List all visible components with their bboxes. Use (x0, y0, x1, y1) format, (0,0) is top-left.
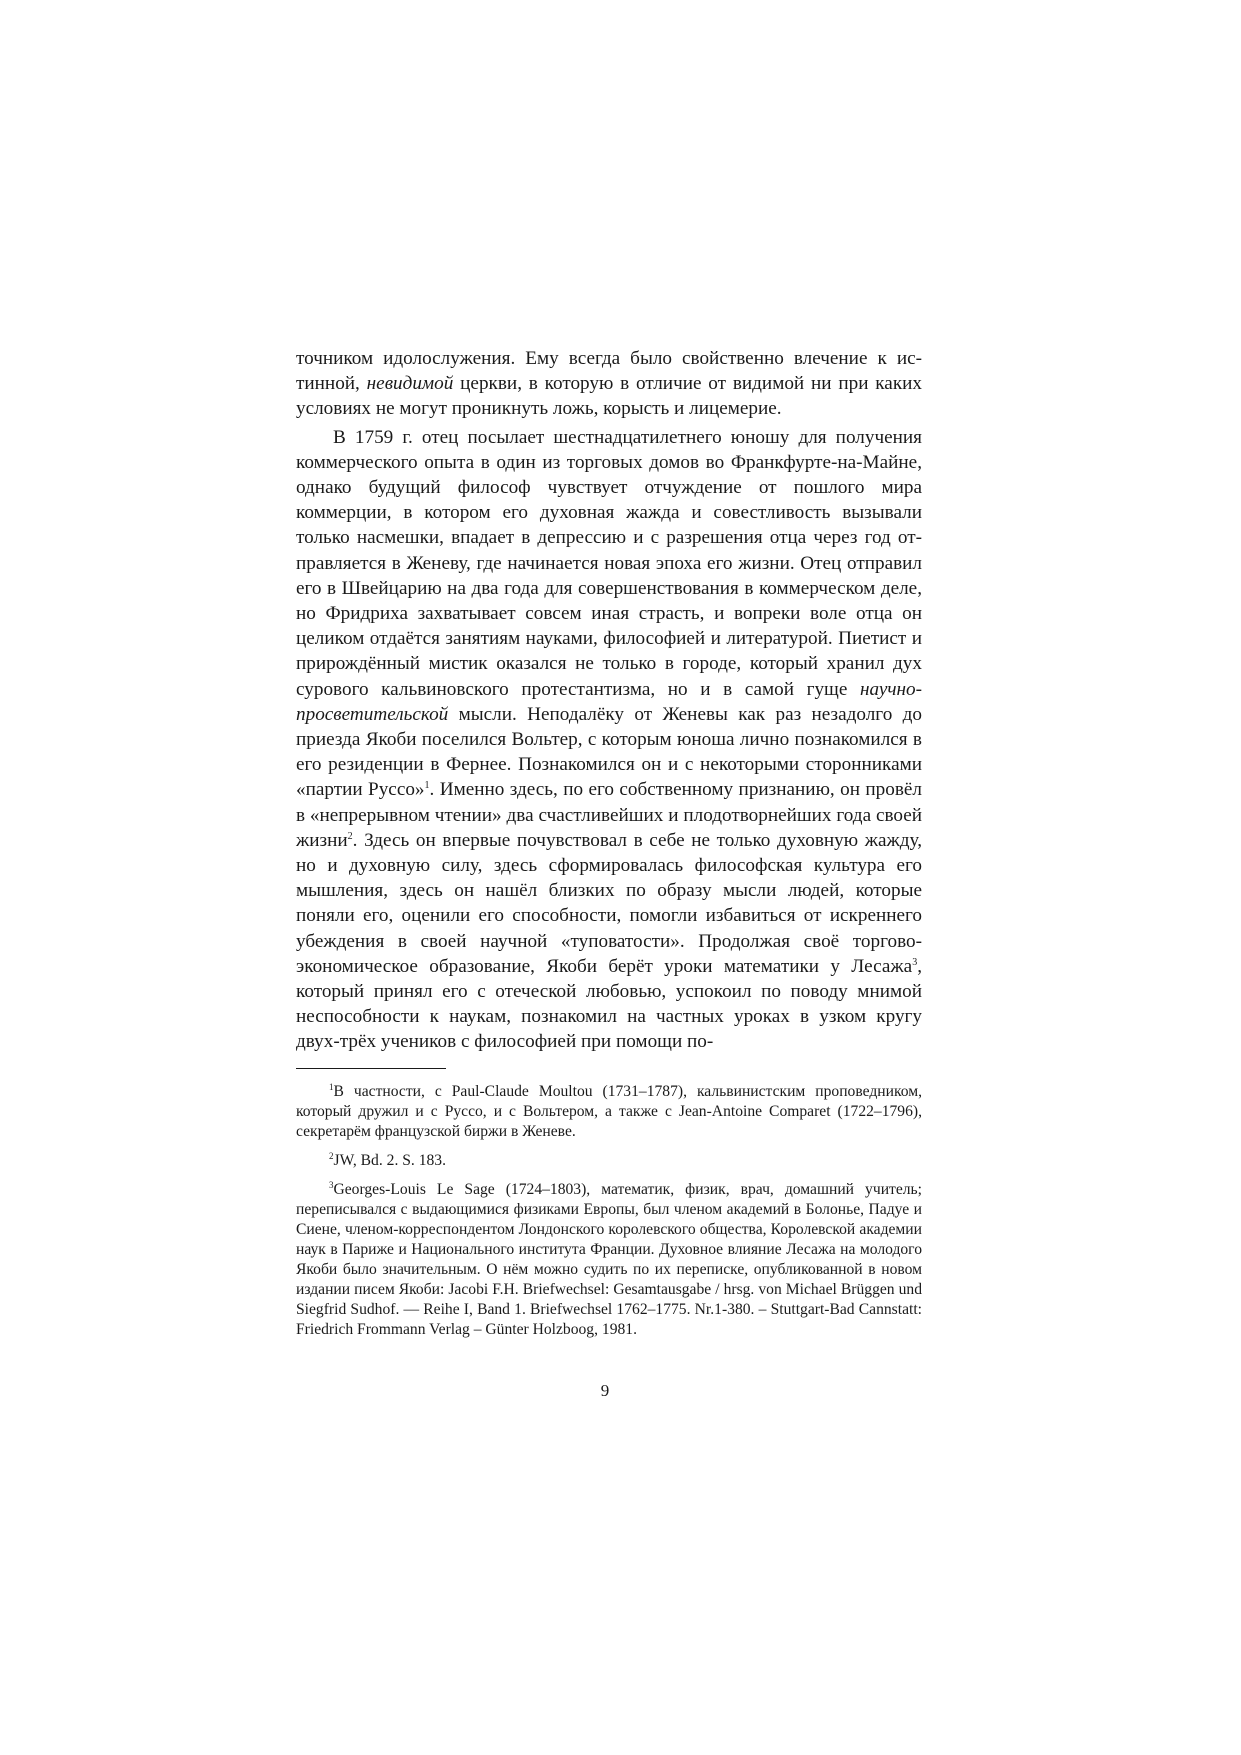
footnote-2-text: JW, Bd. 2. S. 183. (333, 1152, 446, 1169)
paragraph-1-italic-invisible: невидимой (366, 373, 454, 395)
paragraph-2-text-b: мысли. Неподалёку от Женевы как раз незадолго до приезда Якоби поселился Вольтер, с которым юноша лично познакомился в его резиденции в Фернее. Познакомился он и с некоторыми сторонниками «партии Руссо» (296, 703, 922, 801)
footnote-ref-3[interactable]: 3 (912, 956, 918, 968)
paragraph-2-text-d: . Здесь он впервые почувствовал в себе не только духовную жажду, но и духовную силу, здесь сформировалась философская культура его мышления, здесь он нашёл близких по образу мысли людей, которые поняли его, оценили его способности, помогли избавиться от искреннего убеждения в своей научной «туповатости». Продолжая своё торгово-экономическое образование, Якоби берёт уроки математики у Лесажа (296, 829, 922, 977)
paragraph-2-text-a: В 1759 г. отец посылает шестнадцатилетнего юношу для получения коммерческого опыта в один из торговых домов во Франкфурте-на-Майне, однако будущий философ чувствует отчуждение от пошлого мира коммерции, в котором его духовная жажда и совестливость вызывали только насмешки, впадает в депрессию и с разрешения отца через год отправляется в Женеву, где начинается новая эпоха его жизни. Отец отправил его в Швейцарию на два года для совершенствования в коммерческом деле, но Фридриха захватывает совсем иная страсть, и вопреки воле отца он целиком отдаётся занятиям науками, философией и литературой. Пиетист и прирождённый мистик оказался не только в городе, который хранил дух сурового кальвиновского протестантизма, но и в самой гуще (296, 426, 922, 700)
paragraph-2-text-c: . Именно здесь, по его собственному признанию, он провёл в «непрерывном чтении» два счастливейших и плодотворнейших года своей жизни (296, 779, 922, 851)
footnote-divider (296, 1068, 446, 1069)
paragraph-2-italic-enlightenment: научно-просветительской (296, 678, 922, 725)
footnote-1-number: 1 (329, 1082, 334, 1092)
footnote-ref-2[interactable]: 2 (347, 830, 353, 842)
footnote-1-text: В частности, с Paul-Claude Moultou (1731–1787), кальвинистским проповедником, который дружил и с Руссо, и с Вольтером, а также с Jean-Antoine Comparet (1722–1796), секретарём французской биржи в Женеве. (296, 1083, 922, 1140)
paragraph-2-text-e: , который принял его с отеческой любовью, успокоил по поводу мнимой неспособности к наукам, познакомил на частных уроках в узком кругу двух-трёх учеников с философией при помощи по- (296, 955, 922, 1053)
footnote-2 (296, 1151, 922, 1171)
footnote-3-number: 3 (329, 1180, 334, 1190)
footnote-ref-1[interactable]: 1 (424, 780, 430, 792)
footnotes (296, 1082, 922, 1349)
paragraph-1-text-b: церкви, в которую в отличие от видимой ни при каких условиях не могут проникнуть ложь, корысть и лицемерие. (296, 373, 922, 420)
footnote-3 (296, 1180, 922, 1340)
body-text (296, 346, 922, 1055)
footnote-1 (296, 1082, 922, 1142)
footnote-2-number: 2 (329, 1151, 334, 1161)
page-number: 9 (600, 1381, 610, 1400)
footnote-3-text: Georges-Louis Le Sage (1724–1803), математик, физик, врач, домашний учитель; переписывался с выдающимися физиками Европы, был членом академий в Болонье, Падуе и Сиене, членом-корреспондентом Лондонского королевского общества, Королевской академии наук в Париже и Национального института Франции. Духовное влияние Лесажа на молодого Якоби было значительным. О нём можно судить по их переписке, опубликованной в новом издании писем Якоби: Jacobi F.H. Briefwechsel: Gesamtausgabe / hrsg. von Michael Brüggen und Siegfrid Sudhof. — Reihe I, Band 1. Briefwechsel 1762–1775. Nr.1-380. – Stuttgart-Bad Cannstatt: Friedrich Frommann Verlag – Günter Holzboog, 1981. (296, 1181, 922, 1338)
paragraph-1 (296, 346, 922, 422)
paragraph-2 (296, 425, 922, 1055)
paragraph-1-text-a: точником идолослужения. Ему всегда было свойственно влечение к истинной, (296, 348, 922, 395)
